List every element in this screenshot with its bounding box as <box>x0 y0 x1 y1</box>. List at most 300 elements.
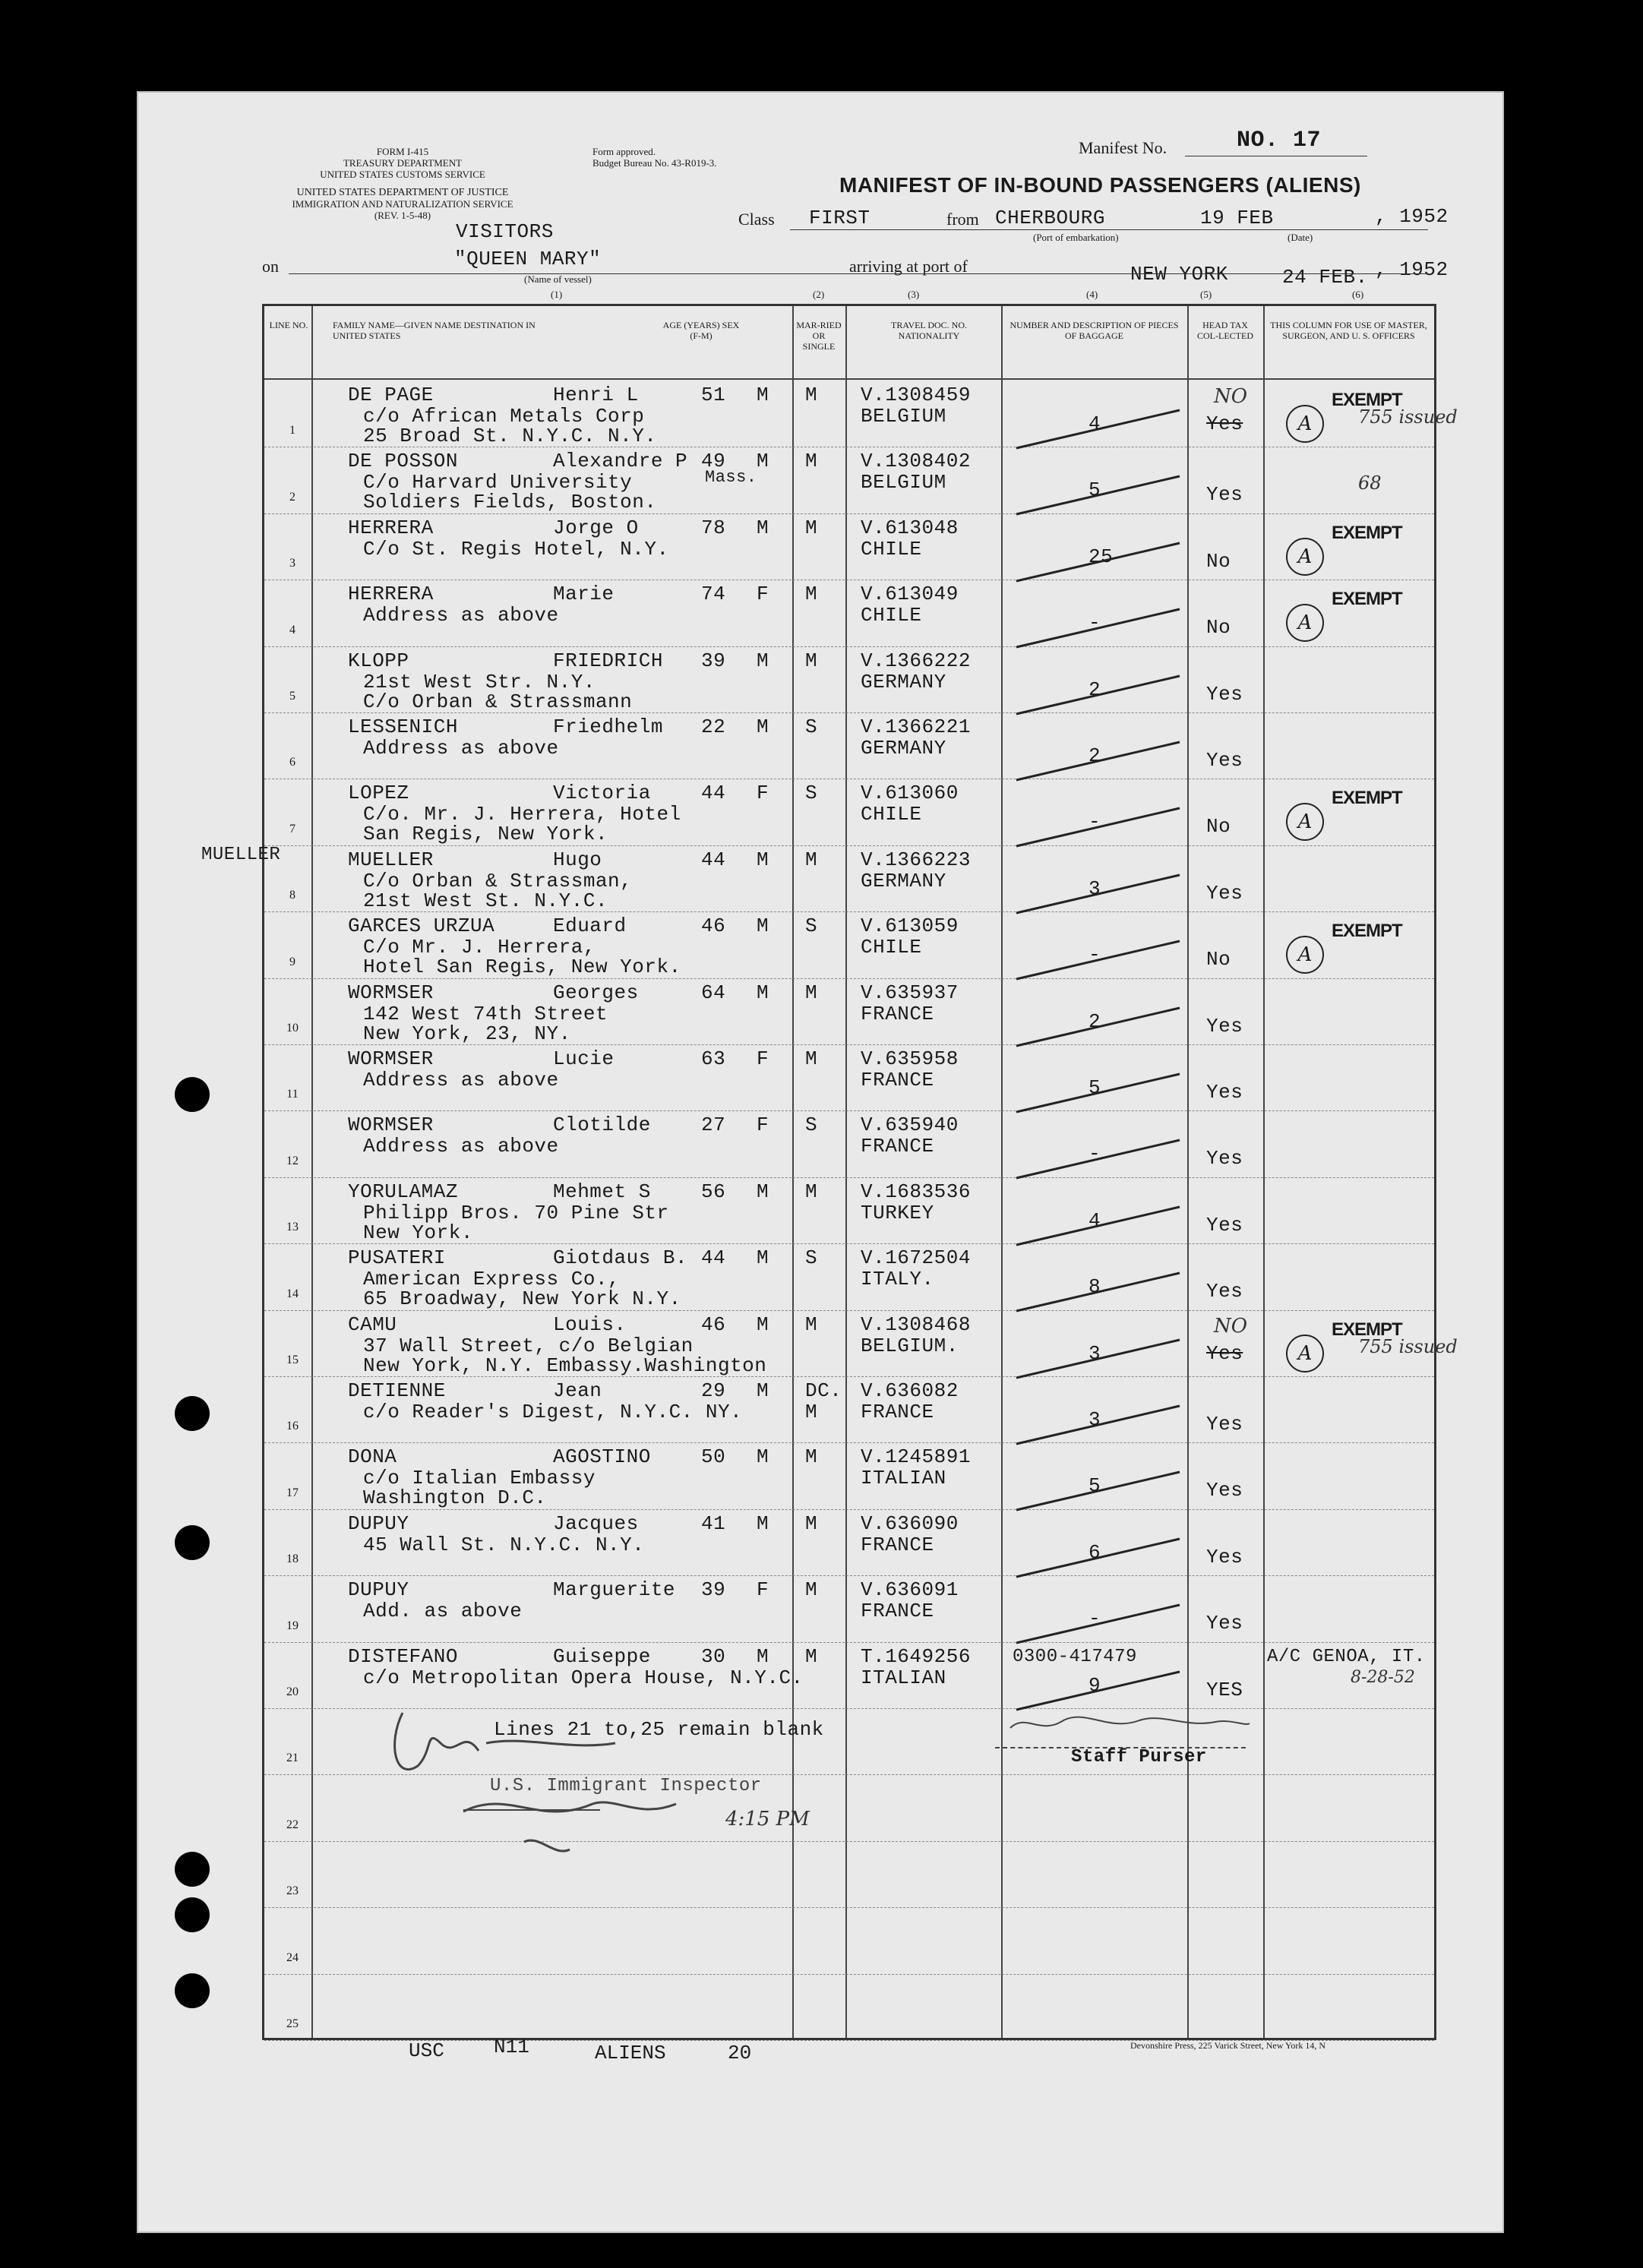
baggage-count: 6 <box>1088 1541 1101 1564</box>
passenger-sex: M <box>757 981 769 1004</box>
destination-line-2: 65 Broadway, New York N.Y. <box>363 1287 681 1310</box>
passenger-family-name: GARCES URZUA <box>348 914 495 937</box>
passenger-given-name: Mehmet S <box>553 1180 651 1203</box>
passenger-given-name: Jean <box>553 1379 602 1402</box>
punch-hole <box>175 1897 210 1932</box>
passenger-given-name: FRIEDRICH <box>553 649 663 672</box>
printer-imprint: Devonshire Press, 225 Varick Street, New York 14, N <box>1130 2040 1326 2051</box>
marital-status: M <box>805 1512 818 1535</box>
col-header-travel-doc: TRAVEL DOC. NO. NATIONALITY <box>890 320 967 341</box>
passenger-age: 39 <box>701 1578 726 1601</box>
head-tax: Yes <box>1206 1479 1243 1502</box>
row-divider <box>264 1442 1434 1443</box>
head-tax: Yes <box>1206 1612 1243 1635</box>
check-mark <box>1013 1136 1187 1182</box>
head-tax-struck: Yes <box>1206 1342 1243 1365</box>
nationality: CHILE <box>861 803 922 826</box>
passenger-sex: M <box>757 1512 769 1535</box>
row-divider <box>264 1177 1434 1178</box>
baggage-count: 5 <box>1088 1474 1101 1497</box>
destination-line-1: c/o African Metals Corp <box>363 405 645 428</box>
col-num-2: (2) <box>813 289 825 300</box>
line-number: 17 <box>286 1486 299 1499</box>
passenger-family-name: WORMSER <box>348 1047 434 1070</box>
exempt-stamp: EXEMPT <box>1332 1319 1402 1340</box>
head-tax: No <box>1206 616 1231 639</box>
baggage-count: 5 <box>1088 479 1101 501</box>
passenger-family-name: DE PAGE <box>348 384 434 406</box>
head-tax: Yes <box>1206 1280 1243 1303</box>
check-mark <box>1013 605 1187 651</box>
baggage-count: 3 <box>1088 1408 1101 1431</box>
row-divider <box>264 845 1434 846</box>
marital-status: DC. <box>805 1379 842 1402</box>
passenger-given-name: Lucie <box>553 1047 615 1070</box>
ticket-number: 0300-417479 <box>1013 1647 1137 1667</box>
passenger-sex: M <box>757 715 769 738</box>
exempt-stamp: EXEMPT <box>1332 390 1402 410</box>
travel-doc-number: V.1683536 <box>861 1180 971 1203</box>
destination-line-1: C/o St. Regis Hotel, N.Y. <box>363 538 669 561</box>
travel-doc-number: V.1366222 <box>861 649 971 672</box>
vessel-line <box>289 273 1428 274</box>
passenger-age: 44 <box>701 848 726 871</box>
head-tax: Yes <box>1206 749 1243 772</box>
destination-line-1: 21st West Str. N.Y. <box>363 671 596 693</box>
customs-service: UNITED STATES CUSTOMS SERVICE <box>320 169 485 180</box>
passenger-age: 22 <box>701 715 726 738</box>
baggage-count: 4 <box>1088 1209 1101 1232</box>
line-number: 13 <box>286 1221 299 1234</box>
passenger-given-name: Eduard <box>553 914 627 937</box>
row-divider <box>264 1974 1434 1975</box>
marital-status: S <box>805 1246 818 1269</box>
passenger-sex: M <box>757 649 769 672</box>
punch-hole <box>175 1525 210 1560</box>
passenger-sex: M <box>757 1379 769 1402</box>
passenger-family-name: YORULAMAZ <box>348 1180 458 1203</box>
travel-doc-number: V.613049 <box>861 583 959 605</box>
class-line <box>790 229 1428 230</box>
marital-status: M <box>805 1445 818 1468</box>
nationality: GERMANY <box>861 671 946 693</box>
check-mark <box>1013 672 1187 718</box>
head-tax: Yes <box>1206 1214 1243 1237</box>
officer-note: 755 issued <box>1358 1336 1458 1357</box>
marital-status: M <box>805 1313 818 1336</box>
port-embarkation: CHERBOURG <box>995 207 1105 229</box>
visitors-label: VISITORS <box>456 220 554 243</box>
nationality: GERMANY <box>861 870 946 892</box>
marital-status: S <box>805 914 818 937</box>
marital-status: M <box>805 1578 818 1601</box>
col-header-baggage: NUMBER AND DESCRIPTION OF PIECES OF BAGGAGE <box>1009 320 1179 341</box>
form-approved: Form approved. <box>592 146 656 157</box>
travel-doc-number: V.635940 <box>861 1113 959 1136</box>
destination-line-1: American Express Co., <box>363 1268 621 1290</box>
passenger-age: 29 <box>701 1379 726 1402</box>
row-divider <box>264 1509 1434 1510</box>
baggage-count: 2 <box>1088 678 1101 701</box>
inspector-signature <box>372 1698 706 1872</box>
on-label: on <box>262 257 279 276</box>
destination-line-1: Add. as above <box>363 1600 523 1622</box>
travel-doc-number: V.1308468 <box>861 1313 971 1336</box>
col-header-officers: THIS COLUMN FOR USE OF MASTER, SURGEON, AND U. S. OFFICERS <box>1270 320 1427 341</box>
col-divider <box>1001 306 1003 2038</box>
destination-line-1: 142 West 74th Street <box>363 1003 608 1025</box>
date-caption: (Date) <box>1288 232 1313 243</box>
line-number: 23 <box>286 1884 299 1897</box>
line-number: 18 <box>286 1553 299 1565</box>
marital-status: M <box>805 1047 818 1070</box>
destination-line-1: Address as above <box>363 1135 559 1158</box>
passenger-given-name: Marie <box>553 583 615 605</box>
baggage-count: 9 <box>1088 1674 1101 1697</box>
vessel-caption: (Name of vessel) <box>524 273 592 285</box>
col-header-head-tax: HEAD TAX COL-LECTED <box>1197 320 1253 341</box>
col-header-sex: SEX (F-M) <box>690 320 740 341</box>
col-divider <box>792 306 794 2038</box>
travel-doc-number: V.636091 <box>861 1578 959 1601</box>
passenger-family-name: DISTEFANO <box>348 1645 458 1668</box>
destination-line-1: C/o. Mr. J. Herrera, Hotel <box>363 803 681 826</box>
check-mark <box>1013 1336 1187 1382</box>
travel-doc-number: V.636082 <box>861 1379 959 1402</box>
travel-doc-number: T.1649256 <box>861 1645 971 1668</box>
passenger-sex: F <box>757 782 769 804</box>
travel-doc-number: V.1672504 <box>861 1246 971 1269</box>
line-number: 14 <box>286 1287 299 1300</box>
passenger-sex: M <box>757 1246 769 1269</box>
nationality: FRANCE <box>861 1003 934 1025</box>
passenger-family-name: WORMSER <box>348 981 434 1004</box>
officer-stamp-a: A <box>1286 405 1324 443</box>
row-divider <box>264 513 1434 514</box>
nationality: BELGIUM <box>861 471 946 494</box>
footer-usc: USC <box>409 2039 444 2062</box>
check-mark <box>1013 1468 1187 1514</box>
form-number: FORM I-415 <box>376 146 429 157</box>
travel-doc-number: V.613048 <box>861 516 959 539</box>
check-mark <box>1013 1601 1187 1647</box>
destination-line-2: Soldiers Fields, Boston. <box>363 491 657 513</box>
treasury-dept: TREASURY DEPARTMENT <box>343 157 463 169</box>
nationality: FRANCE <box>861 1401 934 1423</box>
line-number: 21 <box>286 1752 299 1764</box>
exempt-stamp: EXEMPT <box>1332 921 1402 941</box>
marital-status: S <box>805 715 818 738</box>
travel-doc-number: V.1308459 <box>861 384 971 406</box>
passenger-sex: M <box>757 1445 769 1468</box>
destination-line-1: Address as above <box>363 604 559 627</box>
blank-lines-note: Lines 21 to,25 remain blank <box>494 1718 824 1741</box>
from-label: from <box>946 210 979 229</box>
passenger-given-name: Hugo <box>553 848 602 871</box>
justice-block <box>258 187 547 221</box>
line-number: 9 <box>289 956 295 968</box>
passenger-given-name: Victoria <box>553 782 651 804</box>
line-number: 1 <box>289 424 295 437</box>
passenger-family-name: CAMU <box>348 1313 397 1336</box>
col-num-6: (6) <box>1352 289 1364 300</box>
col-divider <box>1263 306 1265 2038</box>
passenger-age: 74 <box>701 583 726 605</box>
marital-status: M <box>805 384 818 406</box>
check-mark <box>1013 804 1187 850</box>
passenger-family-name: KLOPP <box>348 649 409 672</box>
nationality: FRANCE <box>861 1069 934 1091</box>
destination-line-1: c/o Metropolitan Opera House, N.Y.C. <box>363 1666 804 1689</box>
passenger-given-name: Henri L <box>553 384 639 406</box>
line-number: 16 <box>286 1420 299 1433</box>
passenger-family-name: PUSATERI <box>348 1246 446 1269</box>
col-num-5: (5) <box>1200 289 1212 300</box>
passenger-family-name: HERRERA <box>348 516 434 539</box>
passenger-sex: F <box>757 1578 769 1601</box>
exempt-stamp: EXEMPT <box>1332 523 1402 543</box>
line-number: 19 <box>286 1619 299 1632</box>
passenger-age: 51 <box>701 384 726 406</box>
destination-line-1: 37 Wall Street, c/o Belgian <box>363 1335 694 1357</box>
header-divider <box>264 378 1434 380</box>
footer-n: N11 <box>494 2036 529 2058</box>
passenger-given-name: Louis. <box>553 1313 627 1336</box>
line-number: 15 <box>286 1354 299 1366</box>
nationality: ITALY. <box>861 1268 934 1290</box>
officer-stamp-a: A <box>1286 936 1324 974</box>
port-arrival: NEW YORK <box>1130 263 1228 286</box>
passenger-age: 46 <box>701 1313 726 1336</box>
destination-line-1: c/o Reader's Digest, N.Y.C. NY. <box>363 1401 743 1423</box>
destination-line-1: C/o Harvard University <box>363 471 633 494</box>
passenger-age: 78 <box>701 516 726 539</box>
destination-line-2: San Regis, New York. <box>363 823 608 845</box>
passenger-age: 39 <box>701 649 726 672</box>
head-tax: Yes <box>1206 683 1243 706</box>
head-tax: Yes <box>1206 882 1243 905</box>
col-divider <box>1187 306 1189 2038</box>
check-mark <box>1013 1402 1187 1448</box>
nationality: GERMANY <box>861 737 946 760</box>
row-divider <box>264 978 1434 979</box>
marital-status: M <box>805 848 818 871</box>
head-tax: No <box>1206 550 1231 573</box>
officer-note: 755 issued <box>1358 406 1458 428</box>
destination-line-2: 25 Broad St. N.Y.C. N.Y. <box>363 425 657 447</box>
officer-note-destination: A/C GENOA, IT. <box>1267 1647 1426 1667</box>
passenger-family-name: DONA <box>348 1445 397 1468</box>
check-mark <box>1013 937 1187 983</box>
passenger-sex: M <box>757 1313 769 1336</box>
row-divider <box>264 1310 1434 1311</box>
head-tax: Yes <box>1206 483 1243 506</box>
passenger-sex: F <box>757 1047 769 1070</box>
col-divider <box>311 306 313 2038</box>
baggage-count: - <box>1088 611 1101 634</box>
passenger-given-name: Georges <box>553 981 639 1004</box>
baggage-count: 3 <box>1088 877 1101 900</box>
passenger-age: 44 <box>701 782 726 804</box>
staff-purser: Staff Purser <box>1071 1747 1207 1767</box>
destination-line-1: Address as above <box>363 737 559 760</box>
purser-signature <box>1003 1705 1253 1743</box>
immigrant-inspector: U.S. Immigrant Inspector <box>490 1776 762 1796</box>
check-mark <box>1013 1203 1187 1249</box>
nationality: CHILE <box>861 936 922 959</box>
marital-status: M <box>805 981 818 1004</box>
officer-note-date: 8-28-52 <box>1351 1668 1415 1687</box>
check-mark <box>1013 871 1187 917</box>
head-tax: YES <box>1206 1679 1243 1701</box>
col-header-age: AGE (YEARS) <box>662 320 720 330</box>
row-divider <box>264 1575 1434 1576</box>
line-number: 3 <box>289 557 295 570</box>
passenger-given-name: AGOSTINO <box>553 1445 651 1468</box>
passenger-age: 46 <box>701 914 726 937</box>
baggage-count: 4 <box>1088 412 1101 435</box>
passenger-family-name: DUPUY <box>348 1578 409 1601</box>
footer-aliens: ALIENS <box>595 2042 666 2064</box>
punch-hole <box>175 1852 210 1887</box>
passenger-sex: M <box>757 384 769 406</box>
passenger-family-name: LOPEZ <box>348 782 409 804</box>
nationality: TURKEY <box>861 1202 934 1224</box>
passenger-given-name: Alexandre P <box>553 450 688 472</box>
destination-line-2: C/o Orban & Strassmann <box>363 690 633 713</box>
line-number: 5 <box>289 690 295 703</box>
passenger-given-name: Giotdaus B. <box>553 1246 688 1269</box>
passenger-age: 49 <box>701 450 726 472</box>
exempt-stamp: EXEMPT <box>1332 589 1402 609</box>
marital-status-2: M <box>805 1401 818 1423</box>
line-number: 25 <box>286 2017 299 2030</box>
passenger-age: 41 <box>701 1512 726 1535</box>
travel-doc-number: V.1366221 <box>861 715 971 738</box>
head-tax-struck: Yes <box>1206 412 1243 435</box>
col-divider <box>845 306 847 2038</box>
check-mark <box>1013 1269 1187 1315</box>
destination-line-1: Philipp Bros. 70 Pine Str <box>363 1202 669 1224</box>
marital-status: M <box>805 450 818 472</box>
destination-line-1: c/o Italian Embassy <box>363 1467 596 1489</box>
port-embarkation-caption: (Port of embarkation) <box>1033 232 1119 243</box>
nationality: CHILE <box>861 538 922 561</box>
line-number: 11 <box>286 1088 299 1101</box>
year-embarkation: , 1952 <box>1375 205 1449 228</box>
officer-stamp-a: A <box>1286 604 1324 642</box>
ins-service: IMMIGRATION AND NATURALIZATION SERVICE <box>292 198 513 210</box>
manifest-label: Manifest No. <box>1079 138 1167 157</box>
marital-status: M <box>805 583 818 605</box>
row-divider <box>264 1642 1434 1643</box>
destination-line-1: C/o Orban & Strassman, <box>363 870 633 892</box>
marital-status: M <box>805 1645 818 1668</box>
punch-hole <box>175 1396 210 1431</box>
travel-doc-number: V.635937 <box>861 981 959 1004</box>
col-header-line: LINE NO. <box>269 320 308 330</box>
baggage-count: - <box>1088 810 1101 833</box>
passenger-age: 30 <box>701 1645 726 1668</box>
passenger-family-name: LESSENICH <box>348 715 458 738</box>
line-number: 10 <box>286 1022 299 1034</box>
arriving-label: arriving at port of <box>849 257 968 276</box>
check-mark <box>1013 738 1187 784</box>
travel-doc-number: V.636090 <box>861 1512 959 1535</box>
head-tax: Yes <box>1206 1413 1243 1436</box>
baggage-count: - <box>1088 1142 1101 1165</box>
passenger-age: 27 <box>701 1113 726 1136</box>
passenger-family-name: DE POSSON <box>348 450 458 472</box>
manifest-number: NO. 17 <box>1237 128 1322 153</box>
passenger-age: 63 <box>701 1047 726 1070</box>
revision: (REV. 1-5-48) <box>374 210 431 221</box>
officer-stamp-a: A <box>1286 1335 1324 1372</box>
passenger-sex: M <box>757 450 769 472</box>
nationality: FRANCE <box>861 1600 934 1622</box>
baggage-count: - <box>1088 1607 1101 1630</box>
travel-doc-number: V.613059 <box>861 914 959 937</box>
head-tax: Yes <box>1206 1015 1243 1038</box>
nationality: BELGIUM <box>861 405 946 428</box>
nationality: CHILE <box>861 604 922 627</box>
nationality: BELGIUM. <box>861 1335 959 1357</box>
date-embarkation: 19 FEB <box>1200 207 1274 229</box>
row-divider <box>264 1110 1434 1111</box>
passenger-given-name: Jorge O <box>553 516 639 539</box>
punch-hole <box>175 1077 210 1112</box>
passenger-given-name: Clotilde <box>553 1113 651 1136</box>
margin-name: MUELLER <box>201 845 281 865</box>
form-ids <box>296 146 509 180</box>
passenger-given-name: Marguerite <box>553 1578 676 1601</box>
passenger-given-name: Friedhelm <box>553 715 663 738</box>
exempt-stamp: EXEMPT <box>1332 788 1402 808</box>
footer-count: 20 <box>728 2042 752 2064</box>
marital-status: M <box>805 649 818 672</box>
destination-line-2: New York. <box>363 1221 473 1244</box>
passenger-family-name: MUELLER <box>348 848 434 871</box>
head-tax-handwritten: NO <box>1214 385 1248 408</box>
destination-line-1: Address as above <box>363 1069 559 1091</box>
travel-doc-number: V.1308402 <box>861 450 971 472</box>
marital-status: S <box>805 782 818 804</box>
officer-note: 68 <box>1358 472 1382 494</box>
punch-hole <box>175 1973 210 2008</box>
passenger-sex: M <box>757 848 769 871</box>
check-mark <box>1013 539 1187 585</box>
destination-line-2: Washington D.C. <box>363 1486 547 1509</box>
col-num-4: (4) <box>1086 289 1098 300</box>
nationality: ITALIAN <box>861 1467 946 1489</box>
head-tax: No <box>1206 948 1231 971</box>
check-mark <box>1013 1070 1187 1116</box>
line-number: 24 <box>286 1951 299 1964</box>
destination-line-2: New York, 23, NY. <box>363 1022 571 1045</box>
destination-line-2: 21st West St. N.Y.C. <box>363 889 608 912</box>
line-number: 12 <box>286 1155 299 1167</box>
year-arrival: , 1952 <box>1375 258 1449 281</box>
check-mark <box>1013 406 1187 452</box>
baggage-count: - <box>1088 943 1101 966</box>
passenger-sex: M <box>757 516 769 539</box>
marital-status: M <box>805 1180 818 1203</box>
passenger-family-name: DUPUY <box>348 1512 409 1535</box>
passenger-sex: M <box>757 1180 769 1203</box>
inspection-time: 4:15 PM <box>725 1808 810 1831</box>
class-label: Class <box>738 210 775 229</box>
nationality: ITALIAN <box>861 1666 946 1689</box>
